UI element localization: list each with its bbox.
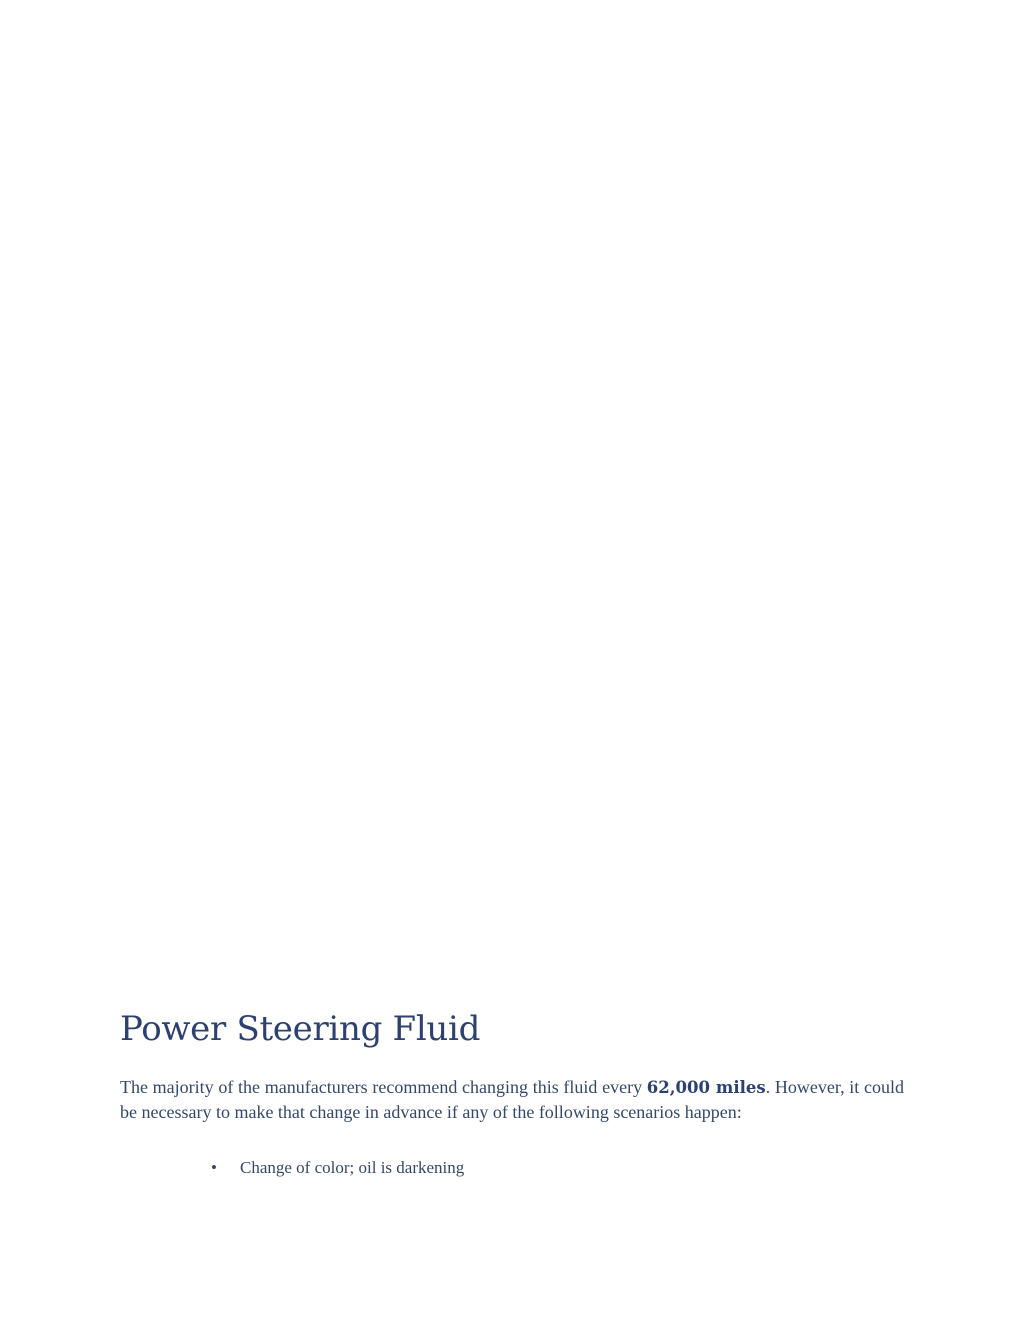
bullet-icon: •: [211, 1158, 217, 1177]
paragraph-text-start: The majority of the manufacturers recommend changing this fluid every: [120, 1077, 647, 1097]
paragraph-text-end: . However, it could be necessary to make that change in advance if any of the following scenarios happen:: [120, 1077, 904, 1122]
document-content: [120, 1005, 904, 1180]
body-paragraph: [120, 1075, 904, 1124]
mileage-emphasis: 62,000 miles: [646, 1078, 766, 1097]
list-item-text: Change of color; oil is darkening: [240, 1158, 465, 1177]
scenario-list: [120, 1156, 904, 1180]
section-heading: Power Steering Fluid: [120, 1009, 481, 1049]
list-item: [120, 1156, 904, 1180]
